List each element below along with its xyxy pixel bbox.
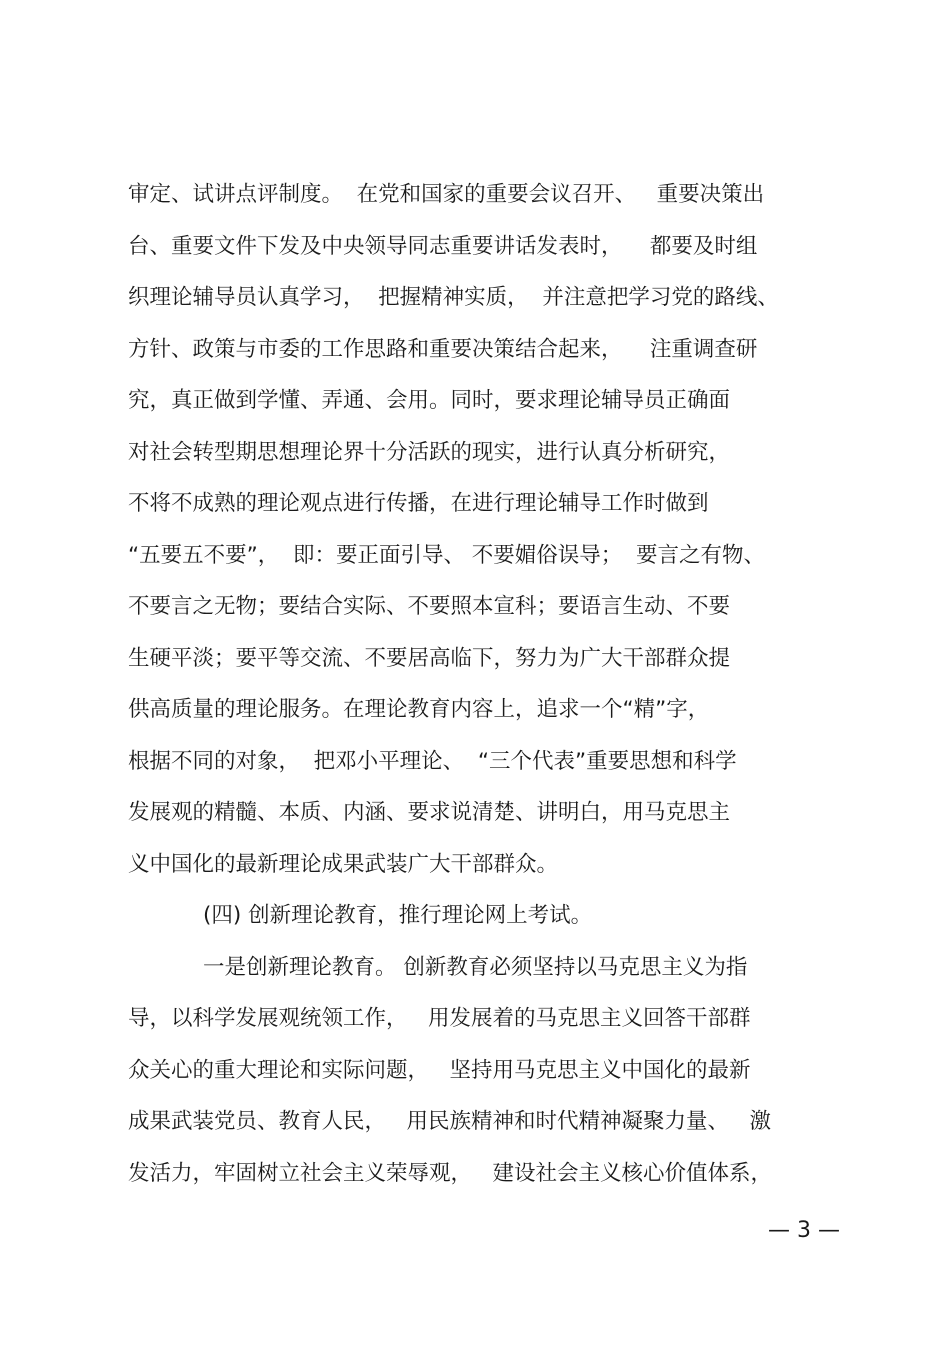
text-line: 供高质量的理论服务。在理论教育内容上，追求一个“精”字，	[128, 697, 710, 722]
text-line: 发活力，牢固树立社会主义荣辱观， 建设社会主义核心价值体系，	[128, 1160, 773, 1186]
text-line: 发展观的精髓、本质、内涵、要求说清楚、讲明白，用马克思主	[128, 800, 731, 825]
text-line: 织理论辅导员认真学习， 把握精神实质， 并注意把学习党的路线、	[128, 285, 779, 310]
text-line: 审定、试讲点评制度。 在党和国家的重要会议召开、 重要决策出	[128, 182, 765, 207]
paragraph-start-line: 一是创新理论教育。 创新教育必须坚持以马克思主义为指	[203, 954, 748, 980]
section-heading: (四) 创新理论教育，推行理论网上考试。	[203, 903, 593, 928]
text-line: 方针、政策与市委的工作思路和重要决策结合起来， 注重调查研	[128, 336, 758, 362]
text-line: 对社会转型期思想理论界十分活跃的现实，进行认真分析研究，	[128, 439, 731, 465]
text-line: 台、重要文件下发及中央领导同志重要讲话发表时， 都要及时组	[128, 233, 758, 259]
body-text	[128, 174, 838, 1204]
text-line: 义中国化的最新理论成果武装广大干部群众。	[128, 851, 559, 877]
text-line: 究，真正做到学懂、弄通、会用。同时，要求理论辅导员正确面	[128, 388, 731, 413]
text-line: 根据不同的对象， 把邓小平理论、 “三个代表”重要思想和科学	[128, 748, 737, 774]
text-line: 成果武装党员、教育人民， 用民族精神和时代精神凝聚力量、 激	[128, 1109, 772, 1134]
text-line: 众关心的重大理论和实际问题， 坚持用马克思主义中国化的最新	[128, 1057, 751, 1083]
text-line: 生硬平淡；要平等交流、不要居高临下，努力为广大干部群众提	[128, 645, 731, 671]
text-line: 不将不成熟的理论观点进行传播，在进行理论辅导工作时做到	[128, 491, 709, 516]
page-number: — 3 —	[768, 1218, 840, 1243]
text-line: 不要言之无物；要结合实际、不要照本宣科；要语言生动、不要	[128, 594, 731, 619]
text-line: “五要五不要”， 即：要正面引导、 不要媚俗误导； 要言之有物、	[128, 542, 765, 568]
text-line: 导，以科学发展观统领工作， 用发展着的马克思主义回答干部群	[128, 1006, 751, 1031]
